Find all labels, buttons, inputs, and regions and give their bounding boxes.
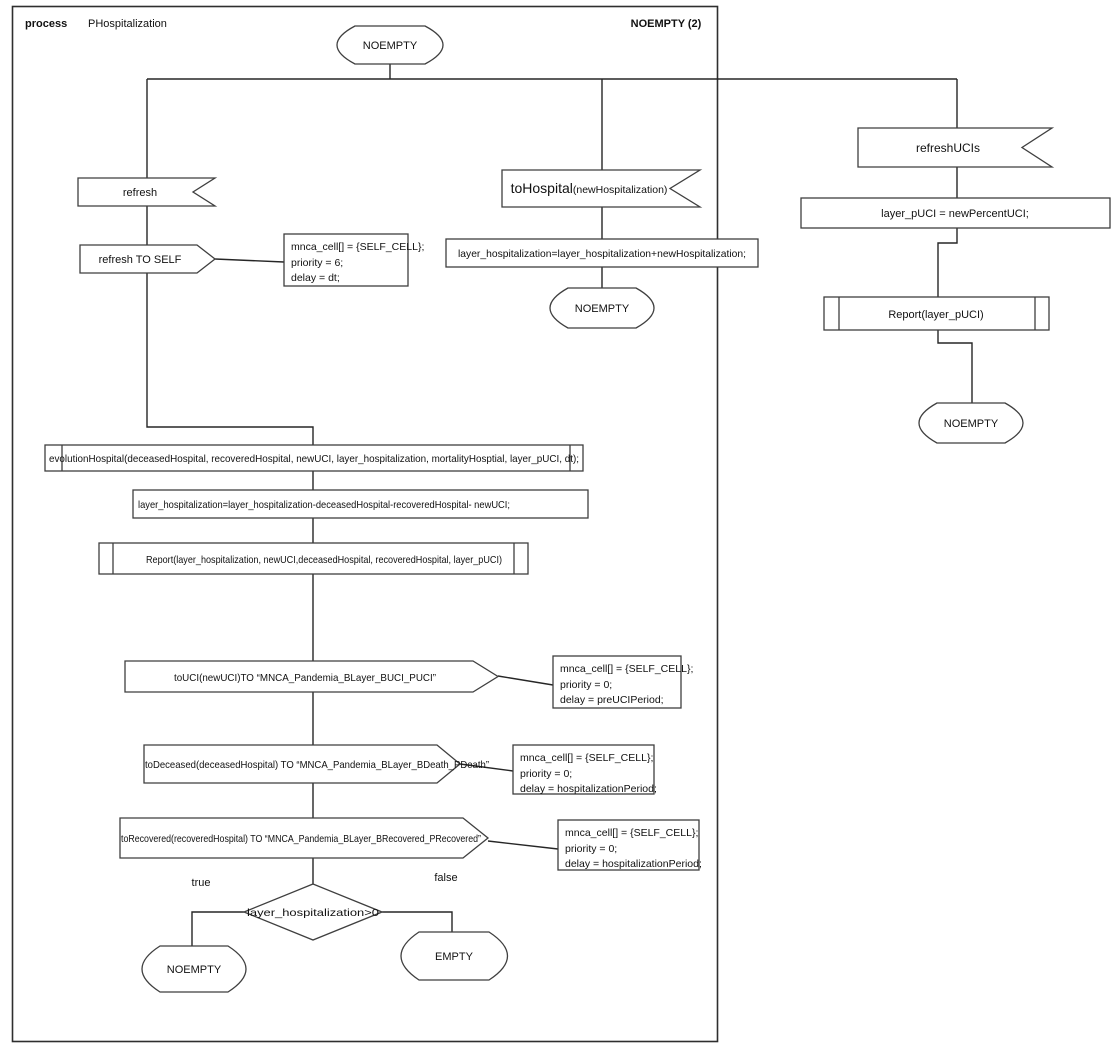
refresh-receive-shape[interactable] [78, 178, 215, 206]
puci-report-label: Report(layer_pUCI) [888, 309, 984, 321]
hospital-add-label: layer_hospitalization=layer_hospitalization+newHospitalization; [458, 248, 746, 260]
to-recovered-params-line3: delay = hospitalizationPeriod; [565, 858, 702, 870]
corner-note-label: NOEMPTY (2) [630, 18, 702, 30]
refresh-to-self-send-shape[interactable] [80, 245, 215, 273]
hospital-add-box[interactable] [446, 239, 758, 267]
branch-true-label: true [191, 877, 211, 889]
hospital-update-box[interactable] [133, 490, 588, 518]
report-all-label: Report(layer_hospitalization, newUCI,deceasedHospital, recoveredHospital, layer_pUCI) [146, 554, 502, 566]
refresh-label: refresh [122, 187, 158, 199]
refresh-params-line3: delay = dt; [291, 272, 340, 284]
puci-end-node[interactable] [919, 403, 1023, 443]
puci-assign-box[interactable] [801, 198, 1110, 228]
to-hospital-receive-shape[interactable] [502, 170, 700, 207]
process-kind-label: process [25, 18, 68, 30]
refresh-params-line2: priority = 6; [291, 257, 344, 269]
puci-report-box[interactable] [824, 297, 1049, 330]
end-false-label: EMPTY [435, 951, 473, 963]
end-false-node[interactable] [401, 932, 508, 980]
decision-label: layer_hospitalization>0 [247, 907, 380, 919]
end-true-node[interactable] [142, 946, 246, 992]
to-recovered-params-box[interactable] [558, 820, 702, 870]
puci-assign-label: layer_pUCI = newPercentUCI; [881, 208, 1029, 220]
to-deceased-send-shape[interactable] [144, 745, 489, 783]
report-all-box[interactable] [99, 543, 528, 574]
refresh-params-line1: mnca_cell[] = {SELF_CELL}; [291, 241, 425, 253]
to-deceased-params-line1: mnca_cell[] = {SELF_CELL}; [520, 752, 654, 764]
to-recovered-params-line1: mnca_cell[] = {SELF_CELL}; [565, 827, 699, 839]
to-deceased-params-line2: priority = 0; [520, 768, 573, 780]
hospital-add-end-node[interactable] [550, 288, 654, 328]
hospital-update-label: layer_hospitalization=layer_hospitalization-deceasedHospital-recoveredHospital- newUCI; [138, 499, 510, 511]
puci-end-label: NOEMPTY [943, 418, 999, 430]
to-uci-params-line3: delay = preUCIPeriod; [560, 694, 664, 706]
to-uci-params-line1: mnca_cell[] = {SELF_CELL}; [560, 663, 694, 675]
process-name-label: PHospitalization [88, 18, 167, 30]
refresh-params-box[interactable] [284, 234, 424, 286]
branch-false-label: false [434, 872, 458, 884]
refresh-ucis-receive-shape[interactable] [858, 128, 1052, 167]
decision-diamond[interactable] [244, 884, 382, 940]
to-uci-params-box[interactable] [553, 656, 693, 708]
start-node[interactable] [337, 26, 443, 64]
evolution-call-box[interactable] [45, 445, 583, 471]
to-deceased-label: toDeceased(deceasedHospital) TO “MNCA_Pandemia_BLayer_BDeath_PDeath” [145, 759, 490, 771]
to-uci-label: toUCI(newUCI)TO “MNCA_Pandemia_BLayer_BUCI_PUCI” [174, 672, 437, 684]
start-node-label: NOEMPTY [362, 40, 418, 52]
process-container-frame[interactable] [13, 7, 718, 1042]
evolution-call-label: evolutionHospital(deceasedHospital, recoveredHospital, newUCI, layer_hospitalization, mortalityHosptial, layer_pUCI, dt); [49, 453, 579, 465]
to-recovered-label: toRecovered(recoveredHospital) TO “MNCA_Pandemia_BLayer_BRecovered_PRecovered” [121, 833, 482, 845]
to-deceased-params-box[interactable] [513, 745, 657, 795]
to-uci-send-shape[interactable] [125, 661, 498, 692]
to-hospital-label: toHospital(newHospitalization) [510, 180, 668, 196]
hospital-add-end-label: NOEMPTY [574, 303, 630, 315]
to-uci-params-line2: priority = 0; [560, 679, 613, 691]
end-true-label: NOEMPTY [166, 964, 222, 976]
to-deceased-params-line3: delay = hospitalizationPeriod; [520, 783, 657, 795]
to-recovered-params-line2: priority = 0; [565, 843, 618, 855]
refresh-to-self-label: refresh TO SELF [98, 254, 182, 266]
to-recovered-send-shape[interactable] [120, 818, 488, 858]
refresh-ucis-label: refreshUCIs [915, 141, 981, 155]
